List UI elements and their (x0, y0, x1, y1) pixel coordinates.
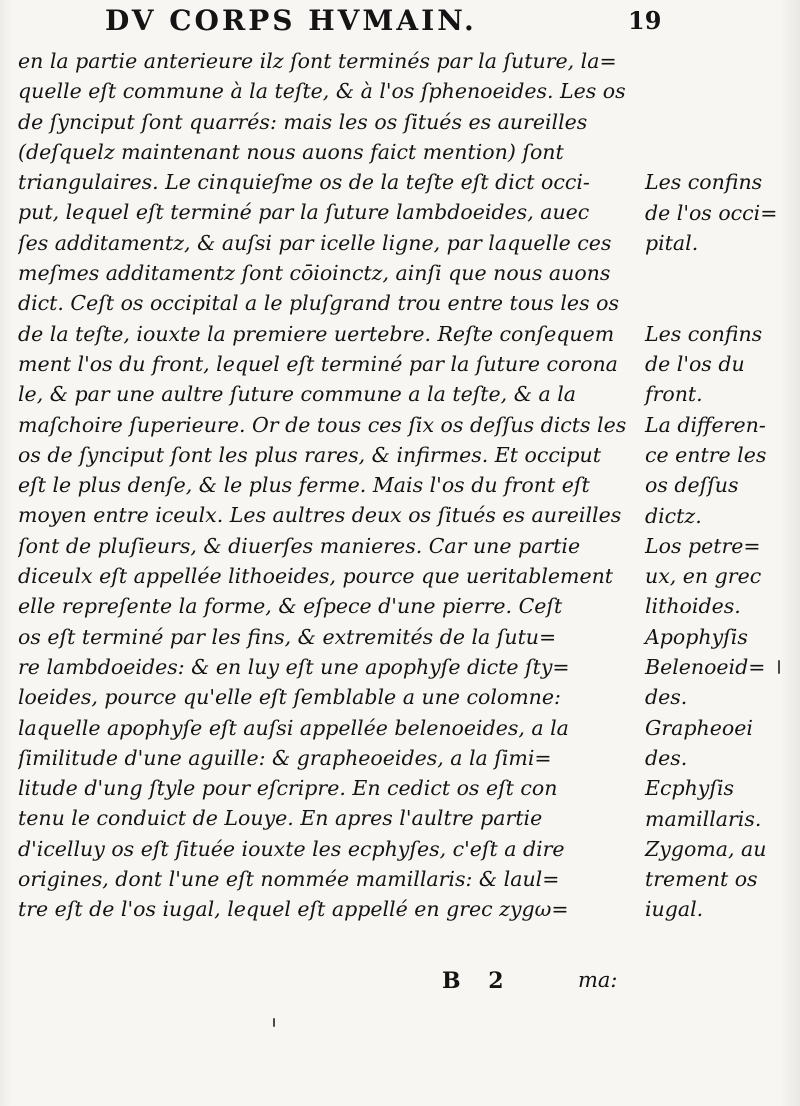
margin-note-line: de l'os du (645, 352, 745, 376)
text-line: litude d'ung ſtyle pour eſcripre. En cedict os eſt con (18, 776, 558, 801)
text-line: os eſt terminé par les fins, & extremités de la ſutu= (18, 624, 557, 649)
text-line: ſont de pluſieurs, & diuerſes manieres. Car une partie (18, 533, 581, 558)
margin-note-line: Belenoeid= (645, 655, 766, 679)
text-line: tenu le conduict de Louye. En apres l'aultre partie (18, 806, 543, 831)
text-line: origines, dont l'une eſt nommée mamillaris: & laul= (18, 867, 560, 892)
text-line: quelle eſt commune à la teſte, & à l'os ſphenoeides. Les os (18, 79, 626, 104)
signature-mark: B 2 (442, 968, 514, 994)
text-line: ſes additamentz, & auſsi par icelle ligne, par laquelle ces (18, 230, 612, 255)
text-line: maſchoire ſuperieure. Or de tous ces ſix os deſſus dicts les (18, 412, 627, 437)
text-line: ment l'os du front, lequel eſt terminé par la ſuture corona (18, 351, 618, 376)
text-line: put, lequel eſt terminé par la ſuture lambdoeides, auec (18, 200, 590, 225)
page-header (0, 4, 800, 40)
margin-note-line: ce entre les (645, 442, 767, 467)
text-line: de ſynciput ſont quarrés: mais les os ſitués es aureilles (18, 109, 588, 134)
text-line: de la teſte, iouxte la premiere uertebre. Reſte conſequem (18, 321, 615, 346)
margin-note-line: pital. (645, 230, 699, 255)
text-line: tre eſt de l'os iugal, lequel eſt appellé en grec zygω= (18, 897, 569, 922)
text-line: d'icelluy os eſt ſituée iouxte les ecphyſes, c'eſt a dire (18, 836, 565, 861)
text-line: meſmes additamentz ſont cōioinctz, ainſi que nous auons (18, 261, 611, 286)
margin-note-line: Grapheoei (645, 715, 753, 740)
margin-note-line: os deſſus (645, 473, 739, 498)
margin-note-line: Los petre= (645, 533, 761, 558)
margin-note-line: Apophyſis (645, 624, 748, 649)
page-number: 19 (628, 6, 662, 35)
catchword: ma: (578, 968, 618, 992)
margin-note-line: mamillaris. (645, 806, 762, 831)
page-footer (0, 968, 800, 1004)
margin-note-line: Les confins (645, 170, 763, 195)
ink-speck (273, 1018, 275, 1027)
text-line: ſimilitude d'une aguille: & grapheoeides, a la ſimi= (18, 745, 552, 770)
text-line: re lambdoeides: & en luy eſt une apophyſe dicte ſty= (18, 654, 570, 679)
text-line: os de ſynciput ſont les plus rares, & infirmes. Et occiput (18, 442, 601, 467)
text-line: diceulx eſt appellée lithoeides, pource que ueritablement (18, 564, 614, 589)
margin-note-line: des. (645, 685, 688, 710)
text-line: en la partie anterieure ilz ſont terminés par la ſuture, la= (18, 49, 617, 73)
margin-note-line: de l'os occi= (645, 200, 778, 225)
text-line: triangulaires. Le cinquieſme os de la teſte eſt dict occi- (18, 170, 590, 195)
text-line: (deſquelz maintenant nous auons faict mention) ſont (18, 139, 564, 164)
text-line: laquelle apophyſe eſt auſsi appellée belenoeides, a la (18, 715, 569, 740)
margin-note-line: trement os (645, 867, 758, 892)
margin-note-line: iugal. (645, 897, 704, 922)
text-line: moyen entre iceulx. Les aultres deux os ſitués es aureilles (18, 503, 622, 528)
marginal-notes (645, 46, 790, 966)
ink-speck (778, 660, 780, 674)
margin-note-line: lithoides. (645, 594, 741, 619)
text-line: dict. Ceſt os occipital a le pluſgrand trou entre tous les os (18, 291, 619, 316)
text-line: loeides, pource qu'elle eſt ſemblable a une colomne: (18, 685, 561, 710)
margin-note-line: Les confins (645, 321, 763, 346)
text-line: elle repreſente la forme, & eſpece d'une pierre. Ceſt (18, 594, 563, 619)
margin-note-line: Ecphyſis (645, 776, 735, 801)
margin-note-line: La differen- (645, 412, 766, 437)
margin-note-line: dictz. (645, 503, 702, 528)
margin-note-line: des. (645, 745, 688, 770)
margin-note-line: Zygoma, au (645, 836, 767, 861)
main-text-block (18, 46, 638, 925)
margin-note-line: ux, en grec (645, 564, 762, 589)
text-line: eſt le plus denſe, & le plus ferme. Mais l'os du front eſt (18, 473, 590, 498)
text-line: le, & par une aultre ſuture commune a la teſte, & a la (18, 382, 576, 407)
margin-note-line: front. (645, 382, 703, 407)
running-head: DV CORPS HVMAIN. (105, 4, 477, 37)
